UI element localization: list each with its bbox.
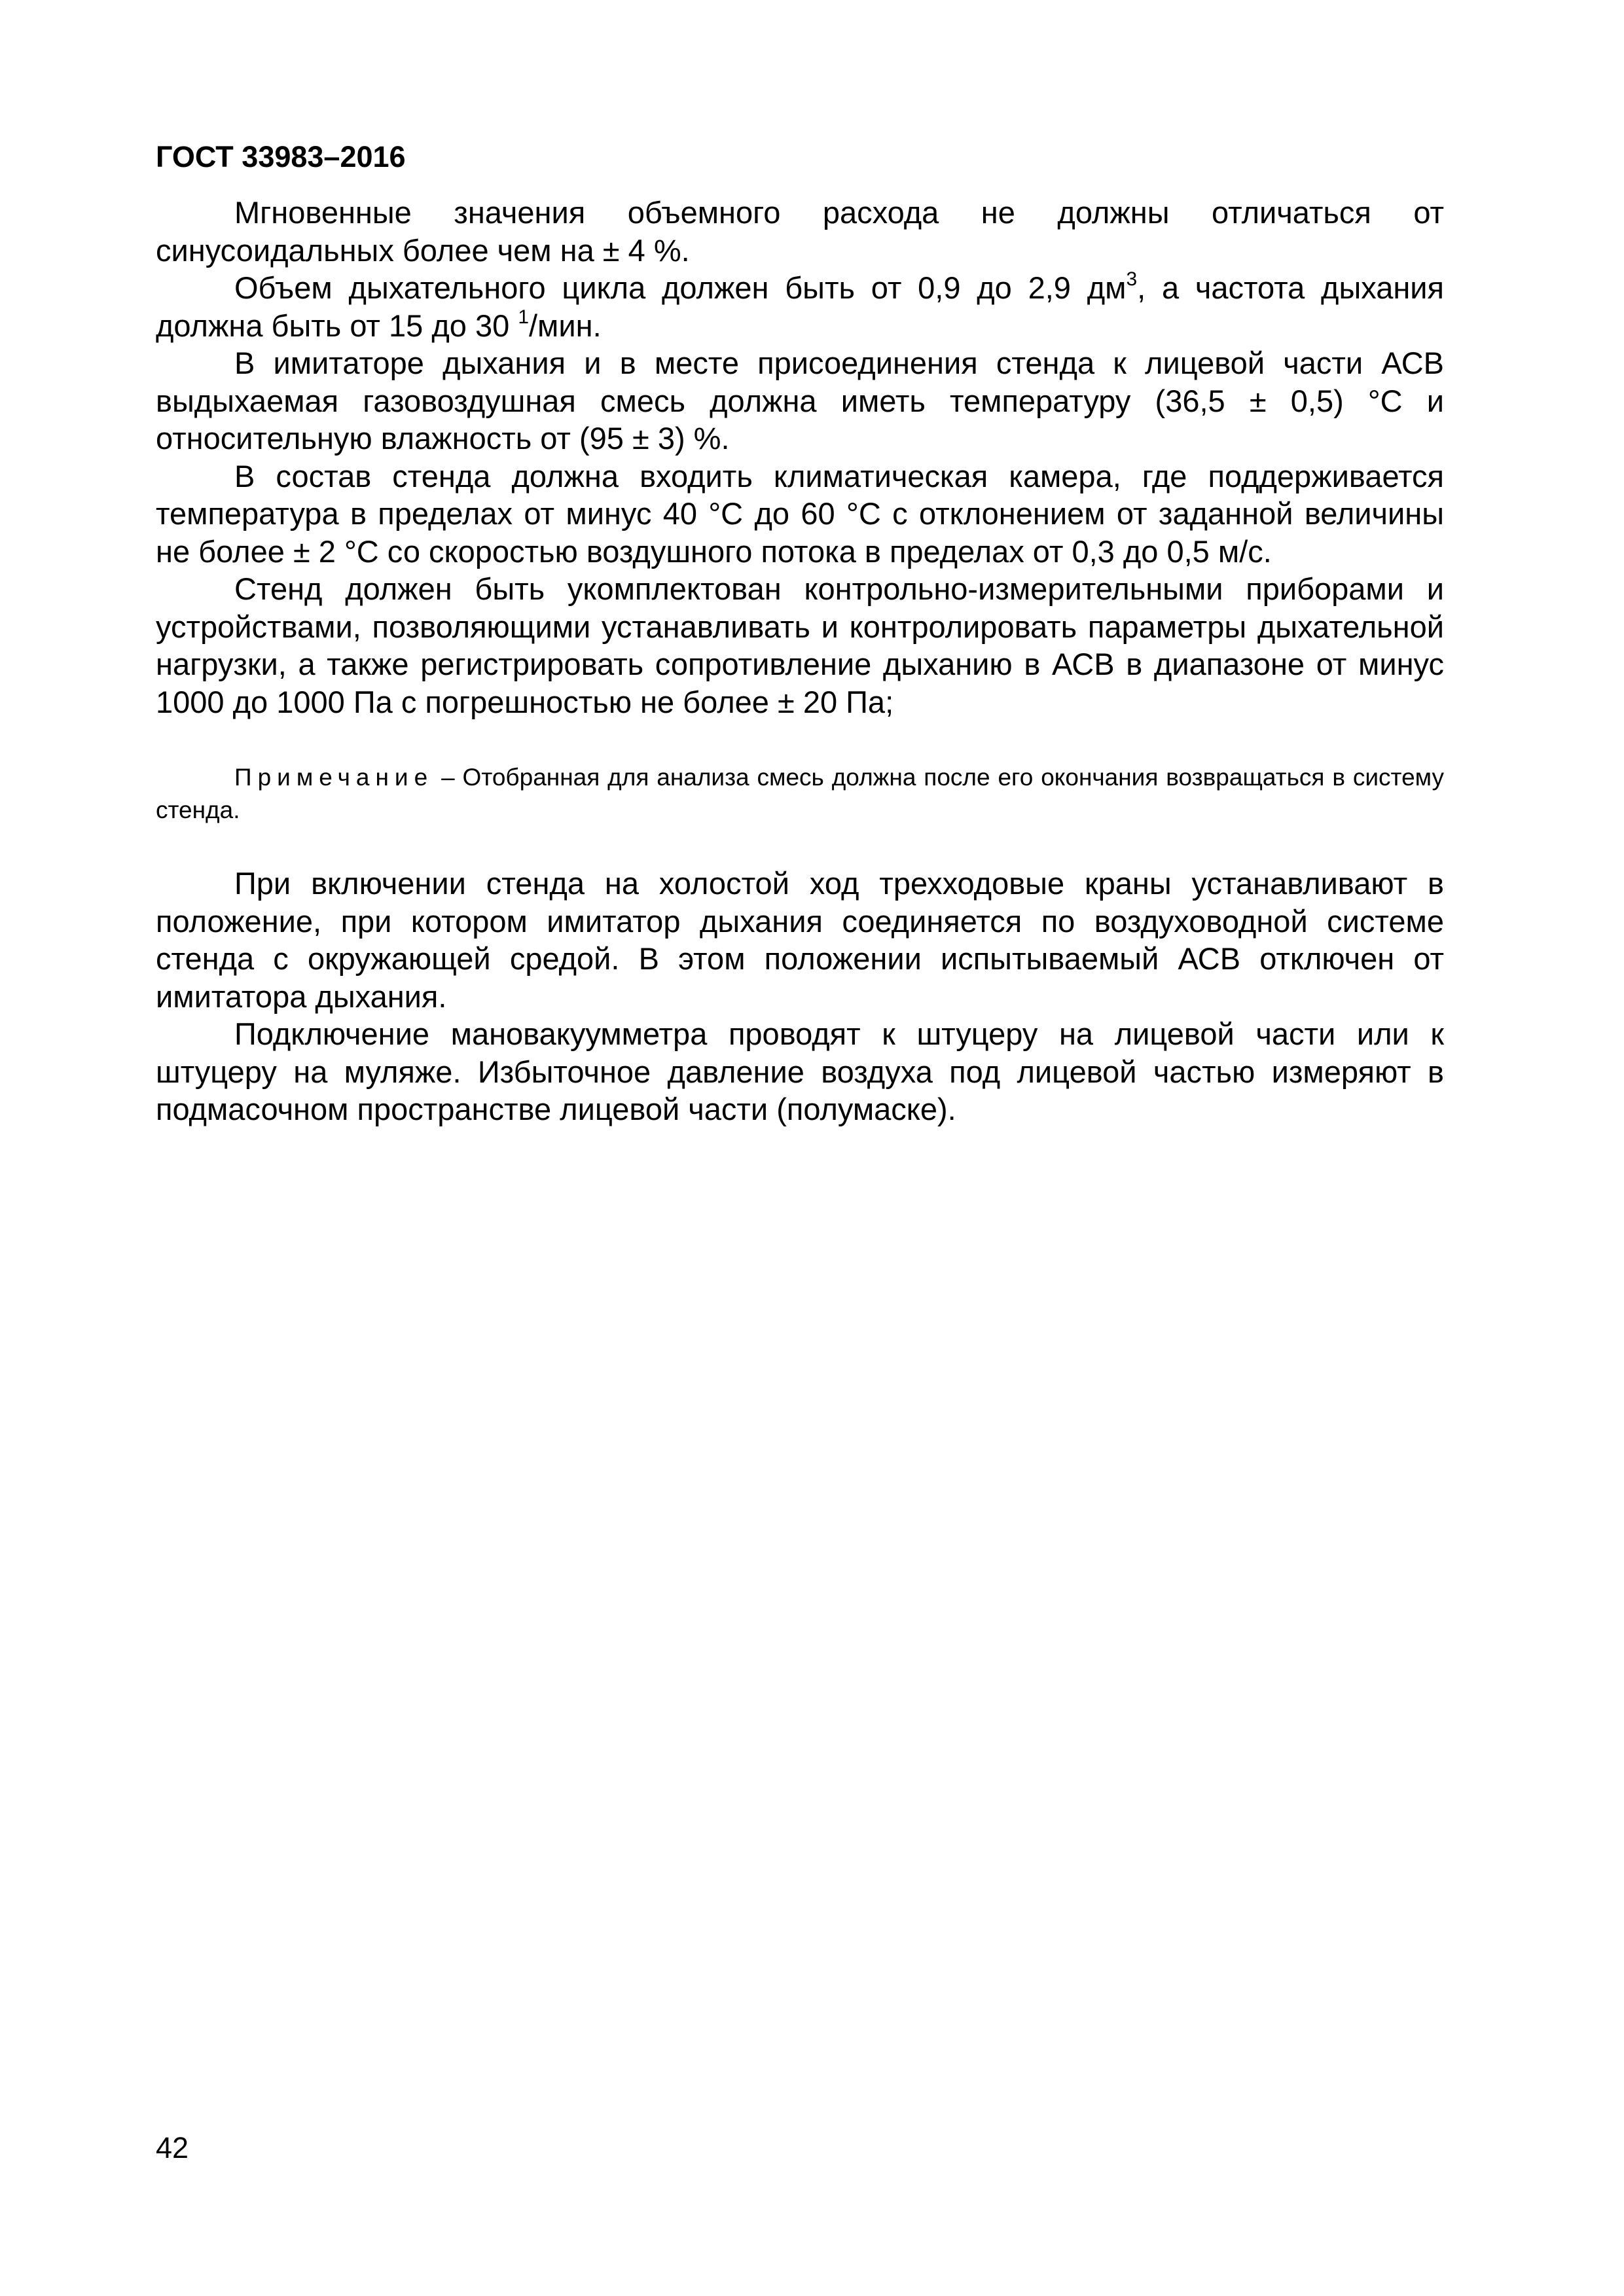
superscript-one: 1	[518, 306, 529, 328]
document-body	[156, 194, 1444, 1128]
superscript-cube: 3	[1126, 268, 1138, 290]
paragraph-climate-chamber: В состав стенда должна входить климатическая камера, где поддерживается температура в пределах от минус 40 °С до 60 °С с отклонением от заданной величины не более ± 2 °С со скоростью воздушного потока в пределах от 0,3 до 0,5 м/с.	[156, 458, 1444, 569]
note	[156, 761, 1444, 827]
note-label: Примечание	[234, 764, 434, 791]
paragraph-breathing-cycle	[156, 269, 1444, 344]
paragraph-exhaled-mixture: В имитаторе дыхания и в месте присоединения стенда к лицевой части АСВ выдыхаемая газовоздушная смесь должна иметь температуру (36,5 ± 0,5) °С и относительную влажность от (95 ± 3) %.	[156, 346, 1444, 456]
note-text: – Отобранная для анализа смесь должна после его окончания возвращаться в систему стенда.	[156, 764, 1444, 823]
breathing-cycle-text-2: , а частота дыхания должна быть от 15 до 30	[156, 270, 1444, 343]
paragraph-flow-deviation: Мгновенные значения объемного расхода не должны отличаться от синусоидальных более чем на ± 4 %.	[156, 195, 1444, 268]
document-id: ГОСТ 33983–2016	[156, 140, 406, 173]
paragraph-instruments: Стенд должен быть укомплектован контрольно-измерительными приборами и устройствами, позволяющими устанавливать и контролировать параметры дыхательной нагрузки, а также регистрировать сопротивление дыханию в АСВ в диапазоне от минус 1000 до 1000 Па с погрешностью не более ± 20 Па;	[156, 571, 1444, 719]
breathing-cycle-text-1: Объем дыхательного цикла должен быть от 0,9 до 2,9 дм	[234, 270, 1127, 305]
paragraph-manovacuummeter: Подключение мановакуумметра проводят к штуцеру на лицевой части или к штуцеру на муляже. Избыточное давление воздуха под лицевой частью измеряют в подмасочном пространстве лицевой части (полумаске).	[156, 1016, 1444, 1126]
paragraph-idle-mode: При включении стенда на холостой ход трехходовые краны устанавливают в положение, при котором имитатор дыхания соединяется по воздуховодной системе стенда с окружающей средой. В этом положении испытываемый АСВ отключен от имитатора дыхания.	[156, 866, 1444, 1014]
page-number: 42	[156, 2131, 189, 2164]
breathing-cycle-text-3: /мин.	[529, 308, 602, 343]
document-header	[156, 139, 406, 175]
